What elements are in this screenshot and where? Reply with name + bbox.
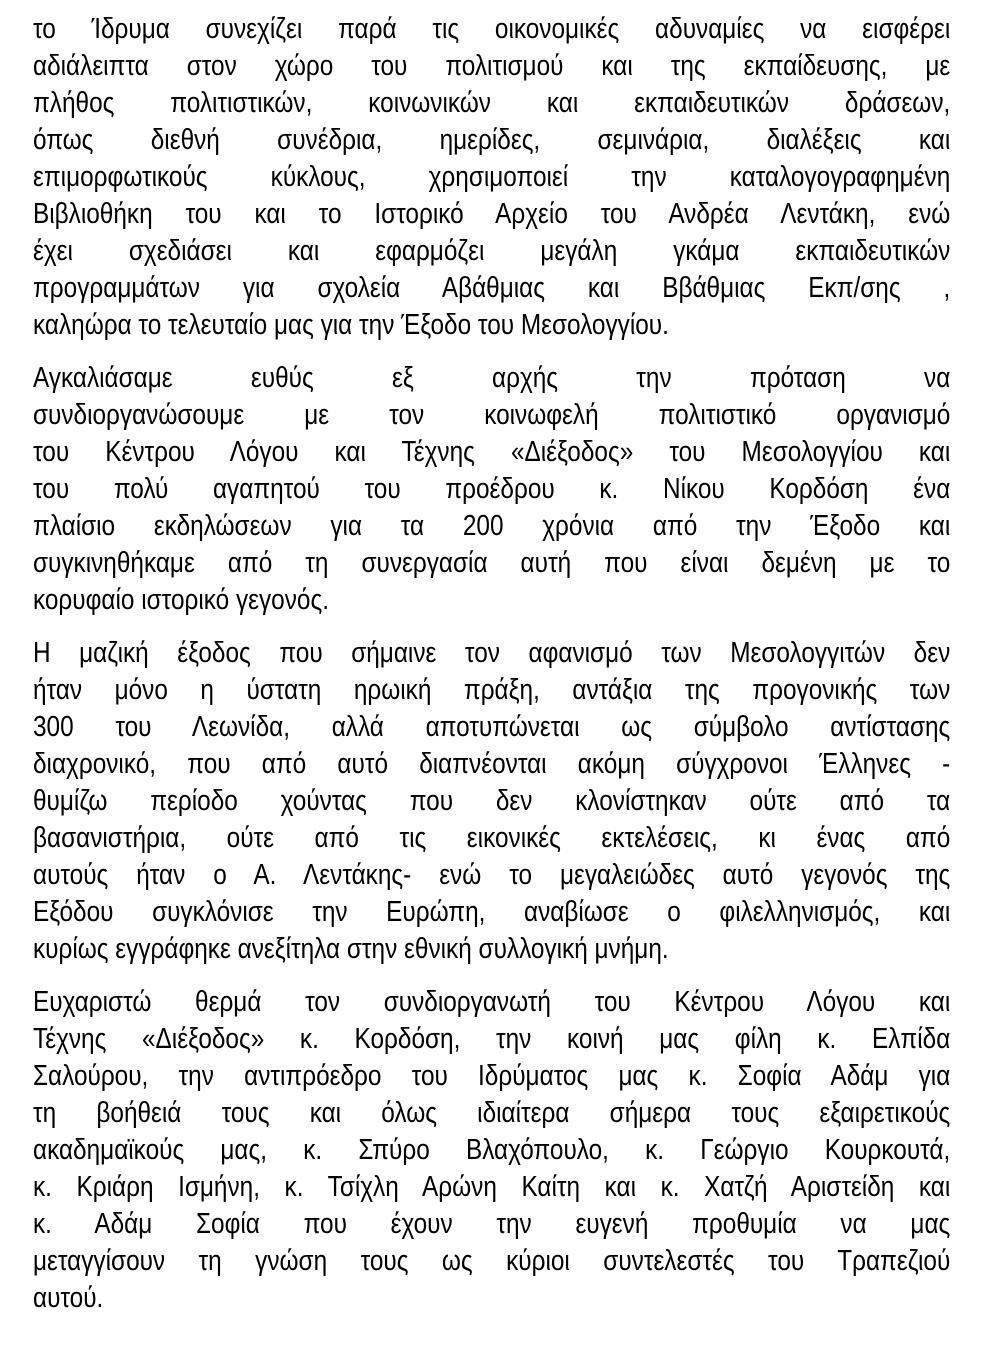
- text-line: Ευχαριστώ θερμά τον συνδιοργανωτή του Κέντρου Λόγου και: [33, 986, 951, 1018]
- text-line: καληώρα το τελευταίο μας για την Έξοδο του Μεσολογγίου.: [33, 309, 669, 341]
- text-line: συνδιοργανώσουμε με τον κοινωφελή πολιτιστικό οργανισμό: [33, 399, 951, 431]
- text-line: θυμίζω περίοδο χούντας που δεν κλονίστηκαν ούτε από τα: [33, 785, 951, 817]
- text-column: [33, 11, 950, 1333]
- text-line: του πολύ αγαπητού του προέδρου κ. Νίκου Κορδόση ένα: [33, 473, 951, 505]
- text-line: κ. Κριάρη Ισμήνη, κ. Τσίχλη Αρώνη Καίτη και κ. Χατζή Αριστείδη και: [33, 1171, 951, 1203]
- text-line: κυρίως εγγράφηκε ανεξίτηλα στην εθνική συλλογική μνήμη.: [33, 933, 669, 965]
- text-line: αυτού.: [33, 1282, 104, 1314]
- text-line: όπως διεθνή συνέδρια, ημερίδες, σεμινάρια, διαλέξεις και: [33, 124, 951, 156]
- paragraph: [33, 11, 950, 344]
- text-line: βασανιστήρια, ούτε από τις εικονικές εκτελέσεις, κι ένας από: [33, 822, 951, 854]
- text-line: τη βοήθειά τους και όλως ιδιαίτερα σήμερα τους εξαιρετικούς: [33, 1097, 951, 1129]
- text-line: μεταγγίσουν τη γνώση τους ως κύριοι συντελεστές του Τραπεζιού: [33, 1245, 951, 1277]
- text-line: συγκινηθήκαμε από τη συνεργασία αυτή που είναι δεμένη με το: [33, 547, 951, 579]
- text-line: διαχρονικό, που από αυτό διαπνέονται ακόμη σύγχρονοι Έλληνες -: [33, 748, 951, 780]
- text-line: αυτούς ήταν ο Α. Λεντάκης- ενώ το μεγαλειώδες αυτό γεγονός της: [33, 859, 951, 891]
- text-line: 300 του Λεωνίδα, αλλά αποτυπώνεται ως σύμβολο αντίστασης: [33, 711, 951, 743]
- text-line: έχει σχεδιάσει και εφαρμόζει μεγάλη γκάμα εκπαιδευτικών: [33, 235, 951, 267]
- text-line: Εξόδου συγκλόνισε την Ευρώπη, αναβίωσε ο φιλελληνισμός, και: [33, 896, 951, 928]
- paragraph: [33, 984, 950, 1317]
- text-line: κ. Αδάμ Σοφία που έχουν την ευγενή προθυμία να μας: [33, 1208, 951, 1240]
- text-line: του Κέντρου Λόγου και Τέχνης «Διέξοδος» του Μεσολογγίου και: [33, 436, 951, 468]
- paragraph: [33, 360, 950, 619]
- text-line: κορυφαίο ιστορικό γεγονός.: [33, 584, 329, 616]
- text-line: επιμορφωτικούς κύκλους, χρησιμοποιεί την καταλογογραφημένη: [33, 161, 951, 193]
- text-line: ήταν μόνο η ύστατη ηρωική πράξη, αντάξια της προγονικής των: [33, 674, 951, 706]
- text-line: Αγκαλιάσαμε ευθύς εξ αρχής την πρόταση να: [33, 362, 951, 394]
- text-line: πλήθος πολιτιστικών, κοινωνικών και εκπαιδευτικών δράσεων,: [33, 87, 951, 119]
- text-line: το Ίδρυμα συνεχίζει παρά τις οικονομικές αδυναμίες να εισφέρει: [33, 13, 951, 45]
- text-line: Η μαζική έξοδος που σήμαινε τον αφανισμό των Μεσολογγιτών δεν: [33, 637, 951, 669]
- text-line: ακαδημαϊκούς μας, κ. Σπύρο Βλαχόπουλο, κ. Γεώργιο Κουρκουτά,: [33, 1134, 951, 1166]
- text-line: Τέχνης «Διέξοδος» κ. Κορδόση, την κοινή μας φίλη κ. Ελπίδα: [33, 1023, 951, 1055]
- text-line: Βιβλιοθήκη του και το Ιστορικό Αρχείο του Ανδρέα Λεντάκη, ενώ: [33, 198, 951, 230]
- text-line: Σαλούρου, την αντιπρόεδρο του Ιδρύματος μας κ. Σοφία Αδάμ για: [33, 1060, 951, 1092]
- text-line: προγραμμάτων για σχολεία Αβάθμιας και Ββάθμιας Εκπ/σης ,: [33, 272, 951, 304]
- paragraph: [33, 635, 950, 968]
- text-line: αδιάλειπτα στον χώρο του πολιτισμού και της εκπαίδευσης, με: [33, 50, 951, 82]
- text-line: πλαίσιο εκδηλώσεων για τα 200 χρόνια από την Έξοδο και: [33, 510, 951, 542]
